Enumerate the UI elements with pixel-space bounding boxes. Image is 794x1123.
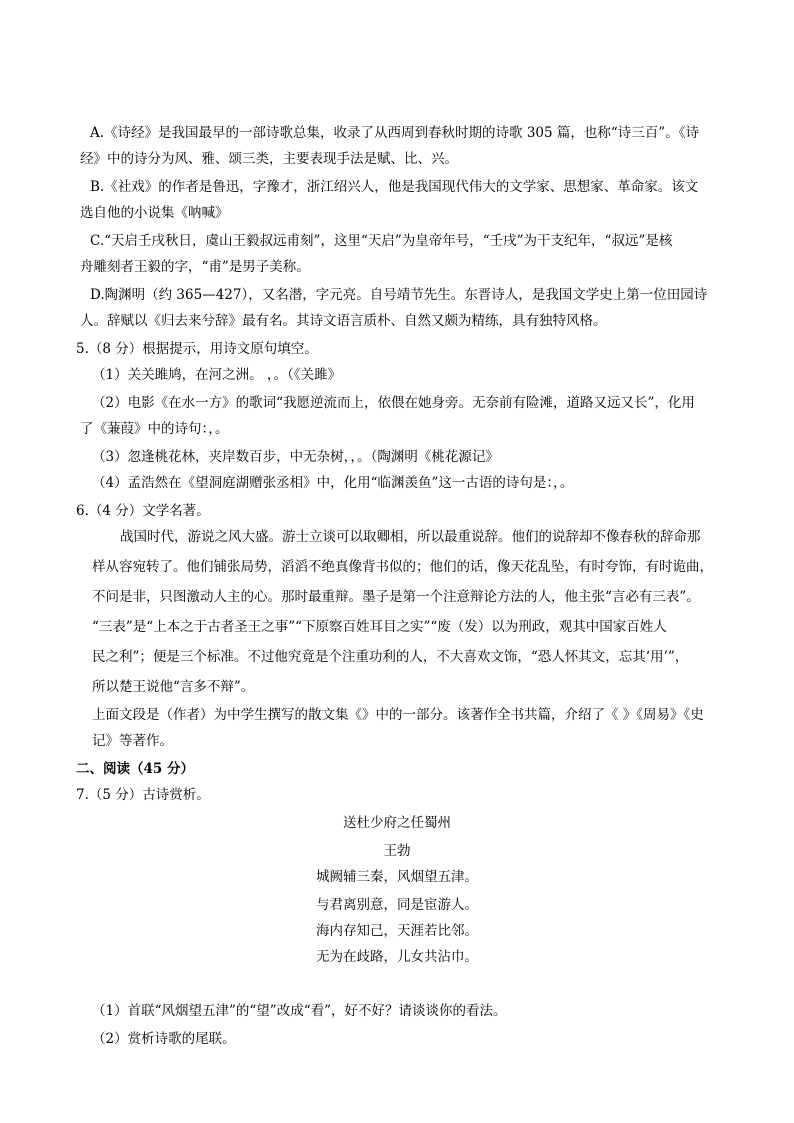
option-d-line-2: 人。辞赋以《归去来兮辞》最有名。其诗文语言质朴、自然又颇为精练，具有独特风格。 <box>80 313 607 329</box>
q7-subquestion-2: （2）赏析诗歌的尾联。 <box>92 1031 236 1047</box>
q5-item-3: （3）忽逢桃花林，夹岸数百步，中无杂树，，。（陶渊明《桃花源记》 <box>92 449 499 465</box>
option-c-line-1 <box>90 232 672 250</box>
q5-item-4: （4）孟浩然在《望洞庭湖赠张丞相》中，化用“临渊羡鱼”这一古语的诗句是：，。 <box>92 475 574 491</box>
q5-header: 5.（8 分）根据提示，用诗文原句填空。 <box>76 341 318 357</box>
option-c-text-1: “天启壬戌秋日，虞山王毅叔远甫刻”，这里“天启”为皇帝年号，“壬戌”为干支纪年，“叔远”是核 <box>104 233 673 249</box>
q6-passage-line-6: 所以楚王说他“言多不辩”。 <box>92 679 255 695</box>
option-c-label: C. <box>90 233 105 249</box>
q6-header: 6.（4 分）文学名著。 <box>76 503 210 519</box>
poem-title: 送杜少府之任蜀州 <box>343 815 451 831</box>
option-d-line-1 <box>90 286 707 304</box>
q6-passage-line-3: 不问是非，只图激动人主的心。那时最重辩。墨子是第一个注意辩论方法的人，他主张“言必有三表”。 <box>92 589 700 605</box>
poem-author: 王勃 <box>383 843 411 859</box>
option-b-line-1 <box>90 178 698 196</box>
poem-line-2: 与君离别意，同是宦游人。 <box>316 897 478 913</box>
q6-question-line-1: 上面文段是（作者）为中学生撰写的散文集《》中的一部分。该著作全书共篇，介绍了《 》《周易》《史 <box>92 707 704 723</box>
poem-line-3: 海内存知己，天涯若比邻。 <box>316 923 478 939</box>
poem-line-4: 无为在歧路，儿女共沾巾。 <box>316 949 478 965</box>
option-b-text-1: 《社戏》的作者是鲁迅，字豫才，浙江绍兴人，他是我国现代伟大的文学家、思想家、革命家。该文 <box>104 179 699 195</box>
option-b-label: B. <box>90 179 105 195</box>
option-a-text-1: 《诗经》是我国最早的一部诗歌总集，收录了从西周到春秋时期的诗歌 305 篇，也称“诗三百”。《诗 <box>104 125 699 141</box>
q7-header: 7.（5 分）古诗赏析。 <box>76 787 210 803</box>
q5-item-1: （1）关关雎鸠，在河之洲。 ，。（《关雎》 <box>92 367 342 383</box>
option-d-text-1: 陶渊明（约 365—427），又名潜，字元亮。自号靖节先生。东晋诗人，是我国文学史上第一位田园诗 <box>104 287 708 303</box>
option-a-label: A. <box>90 125 105 141</box>
q5-item-2-cont: 了《蒹葭》中的诗句：，。 <box>80 421 229 437</box>
q6-passage-line-2: 样从容宛转了。他们铺张局势，滔滔不绝真像背书似的；他们的话，像天花乱坠，有时夸饰，有时诡曲， <box>92 559 713 575</box>
option-d-label: D. <box>90 287 105 303</box>
q6-passage-line-4: “三表”是“上本之于古者圣王之事”“下原察百姓耳目之实”“废（发）以为刑政，观其中国家百姓人 <box>92 619 667 635</box>
option-a-line-1 <box>90 124 699 142</box>
q6-question-line-2: 记》等著作。 <box>92 733 173 749</box>
option-a-line-2: 经》中的诗分为风、雅、颂三类，主要表现手法是赋、比、兴。 <box>80 151 458 167</box>
section-heading: 二、阅读（45 分） <box>76 761 194 777</box>
q6-passage <box>92 522 728 702</box>
option-c-line-2: 舟雕刻者王毅的字，“甫”是男子美称。 <box>80 259 310 275</box>
option-b-line-2: 选自他的小说集《呐喊》 <box>80 205 229 221</box>
q6-passage-line-5: 民之利”；便是三个标准。不过他究竟是个注重功利的人，不大喜欢文饰，“恐人怀其文，忘其‘用’”， <box>92 649 689 665</box>
poem-line-1: 城阙辅三秦，风烟望五津。 <box>316 869 478 885</box>
q6-passage-line-1: 战国时代，游说之风大盛。游士立谈可以取卿相，所以最重说辞。他们的说辞却不像春秋的辞命那 <box>120 529 701 545</box>
q5-item-2: （2）电影《在水一方》的歌词“我愿逆流而上，依偎在她身旁。无奈前有险滩，道路又远又长”，化用 <box>92 395 695 411</box>
q7-subquestion-1: （1）首联“风烟望五津”的“望”改成“看”，好不好？请谈谈你的看法。 <box>92 1003 507 1019</box>
